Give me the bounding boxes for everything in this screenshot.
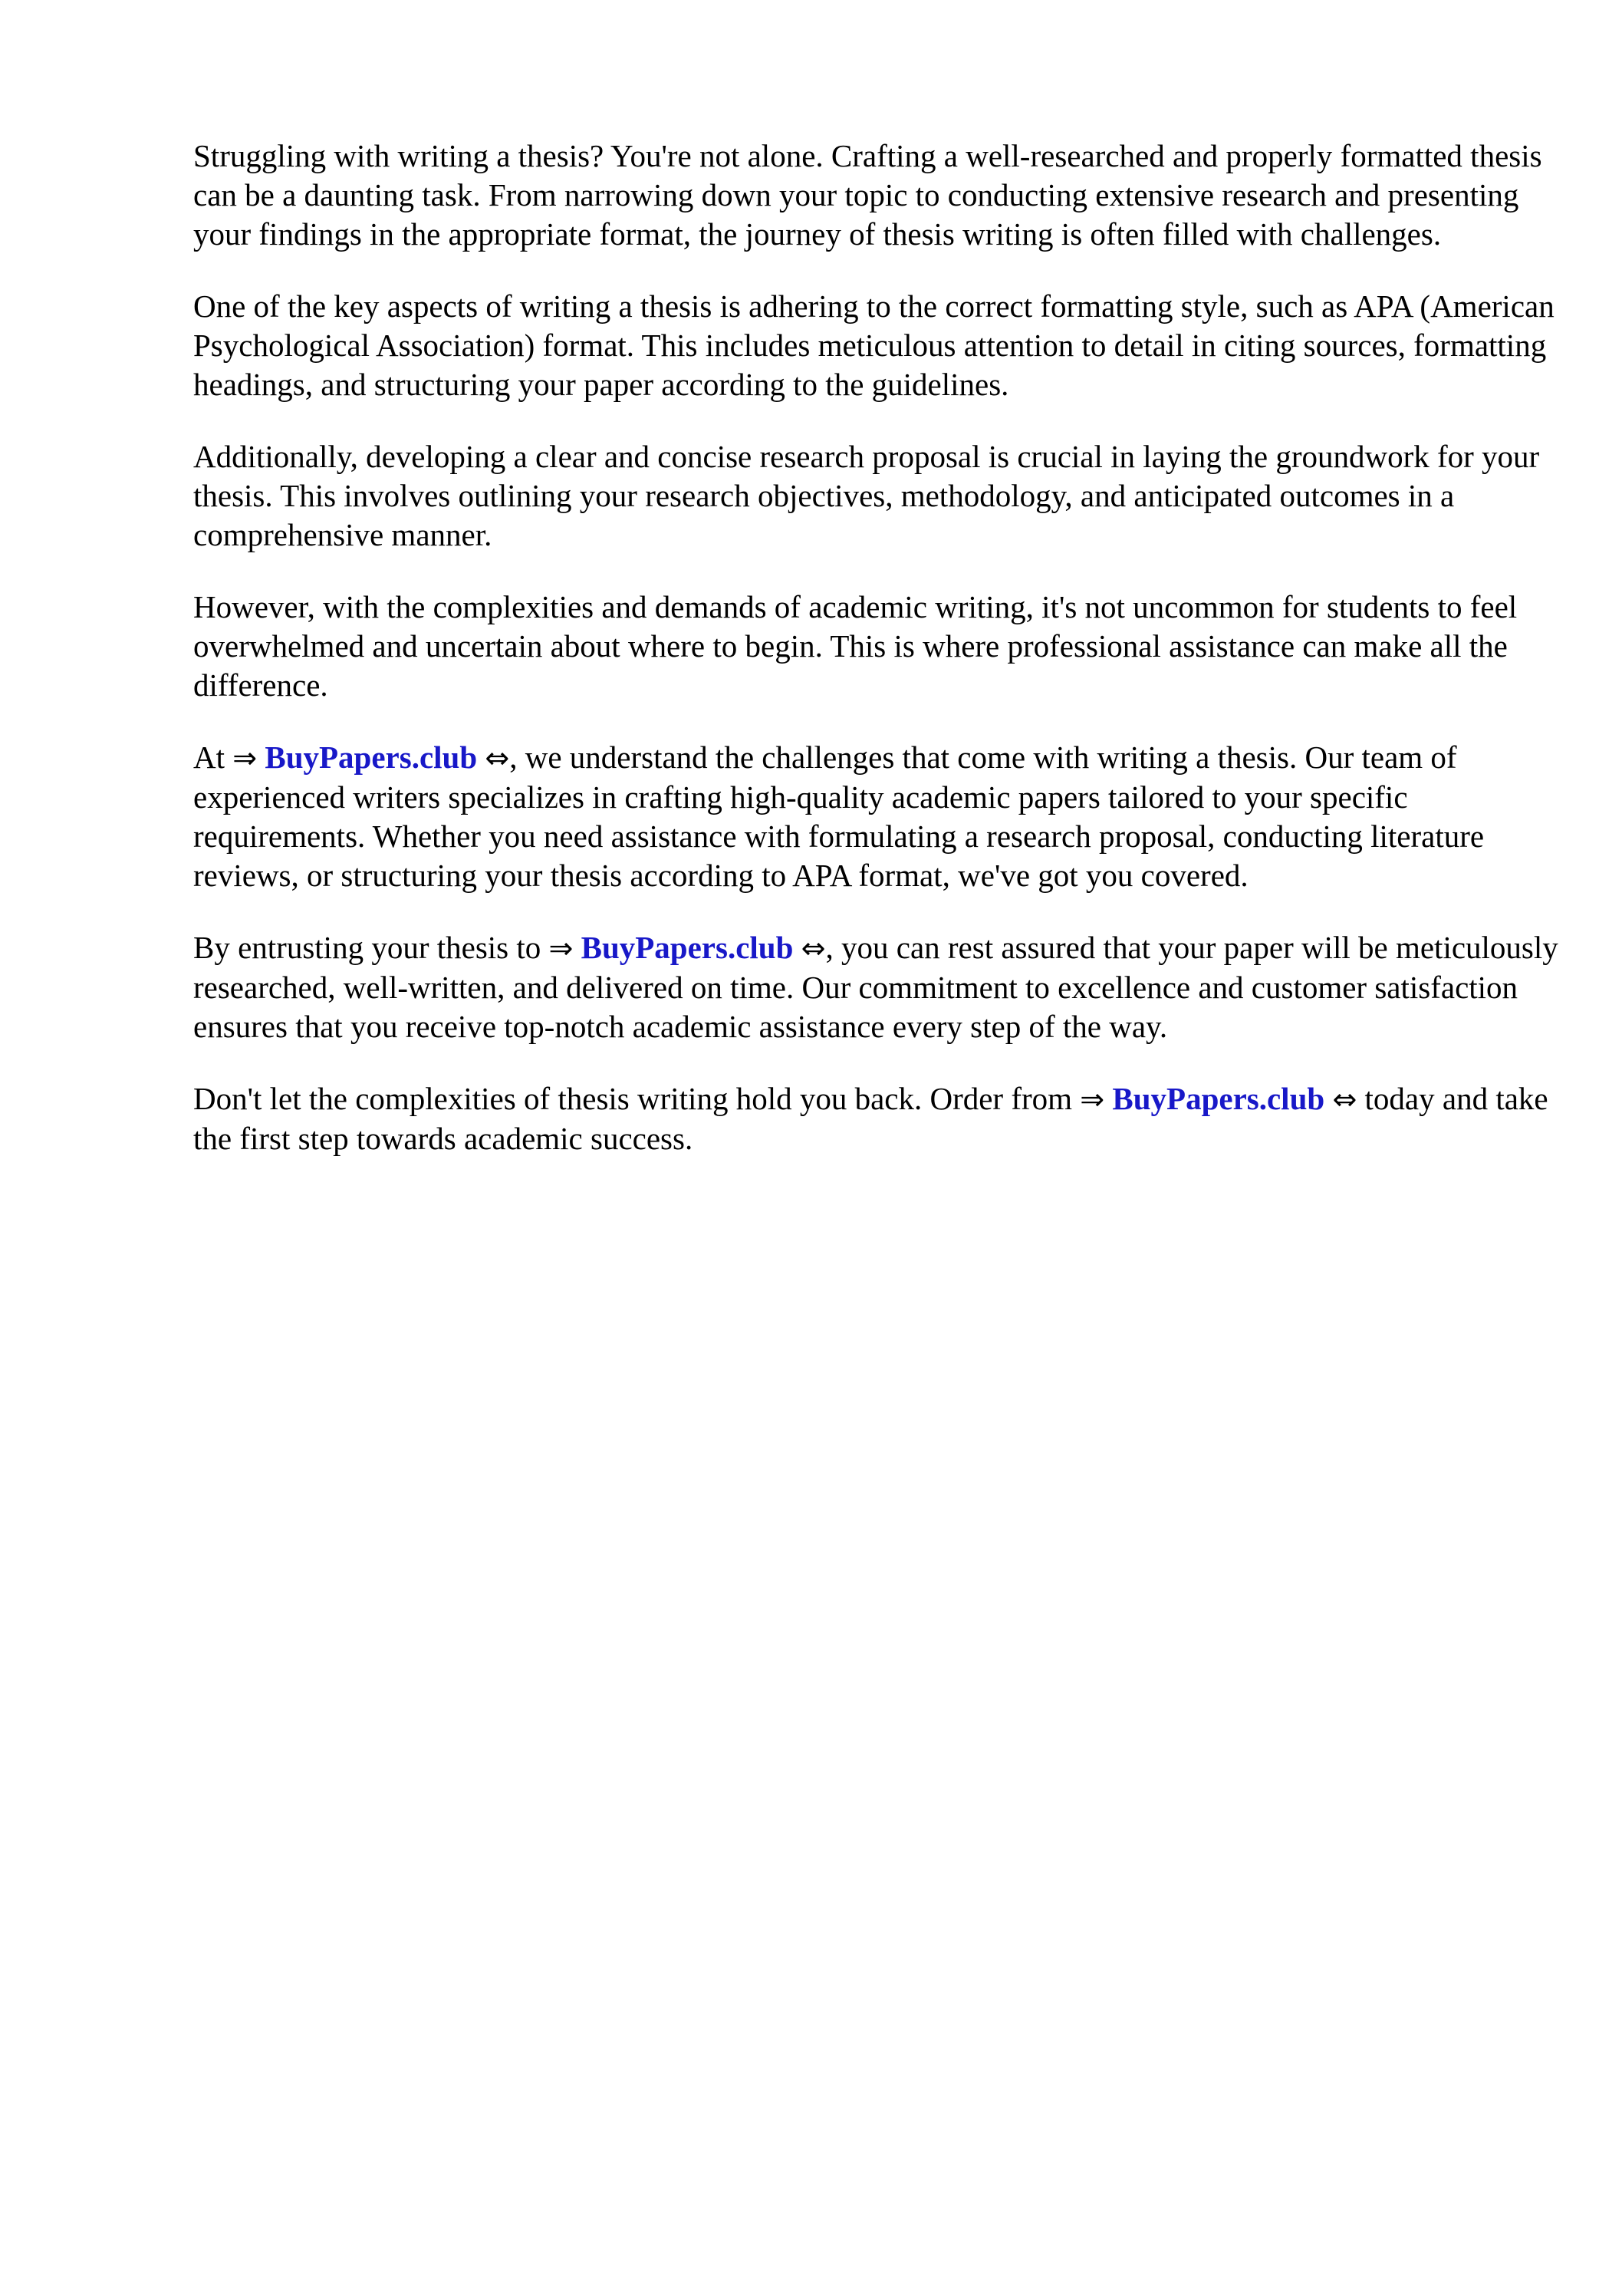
document-body	[193, 137, 1558, 1191]
left-right-double-arrow-icon: ⇔	[1332, 1082, 1357, 1116]
left-right-double-arrow-icon: ⇔	[801, 931, 826, 965]
paragraph-apa-format: One of the key aspects of writing a thesis is adhering to the correct formatting style, such as APA (American Psychological Association) format. This includes meticulous attention to detail in citing sources, formatting headings, and structuring your paper according to the guidelines.	[193, 288, 1555, 402]
paragraph-text-before: Don't let the complexities of thesis writing hold you back. Order from	[193, 1081, 1081, 1116]
buypapers-link[interactable]: BuyPapers.club	[265, 740, 478, 775]
paragraph-text-after: , we understand the challenges that come with writing a thesis. Our team of experienced writers specializes in crafting high-quality academic papers tailored to your specific requirements. Whether you need assistance with formulating a research proposal, conducting literature reviews, or structuring your thesis according to APA format, we've got you covered.	[193, 740, 1485, 893]
right-double-arrow-icon: ⇒	[232, 741, 258, 775]
buypapers-link[interactable]: BuyPapers.club	[581, 930, 794, 965]
paragraph-call-to-action	[193, 1079, 1558, 1158]
paragraph-text-after: today and take the first step towards academic success.	[193, 1081, 1548, 1156]
paragraph-text-before: By entrusting your thesis to	[193, 930, 549, 965]
right-double-arrow-icon: ⇒	[1080, 1082, 1105, 1116]
paragraph-overwhelmed: However, with the complexities and demands of academic writing, it's not uncommon for students to feel overwhelmed and uncertain about where to begin. This is where professional assistance can make all the difference.	[193, 589, 1518, 703]
left-right-double-arrow-icon: ⇔	[485, 741, 510, 775]
buypapers-link[interactable]: BuyPapers.club	[1112, 1081, 1325, 1116]
paragraph-research-proposal: Additionally, developing a clear and concise research proposal is crucial in laying the groundwork for your thesis. This involves outlining your research objectives, methodology, and anticipated outcomes in a comprehensive manner.	[193, 439, 1540, 552]
paragraph-text-before: At	[193, 740, 233, 775]
paragraph-entrusting	[193, 928, 1558, 1046]
paragraph-text-after: , you can rest assured that your paper will be meticulously researched, well-written, and delivered on time. Our commitment to excellence and customer satisfaction ensures that you receive top-notch academic assistance every step of the way.	[193, 930, 1558, 1044]
paragraph-service-intro	[193, 738, 1558, 895]
paragraph-intro: Struggling with writing a thesis? You're not alone. Crafting a well-researched and properly formatted thesis can be a daunting task. From narrowing down your topic to conducting extensive research and presenting your findings in the appropriate format, the journey of thesis writing is often filled with challenges.	[193, 138, 1542, 252]
right-double-arrow-icon: ⇒	[548, 931, 574, 965]
